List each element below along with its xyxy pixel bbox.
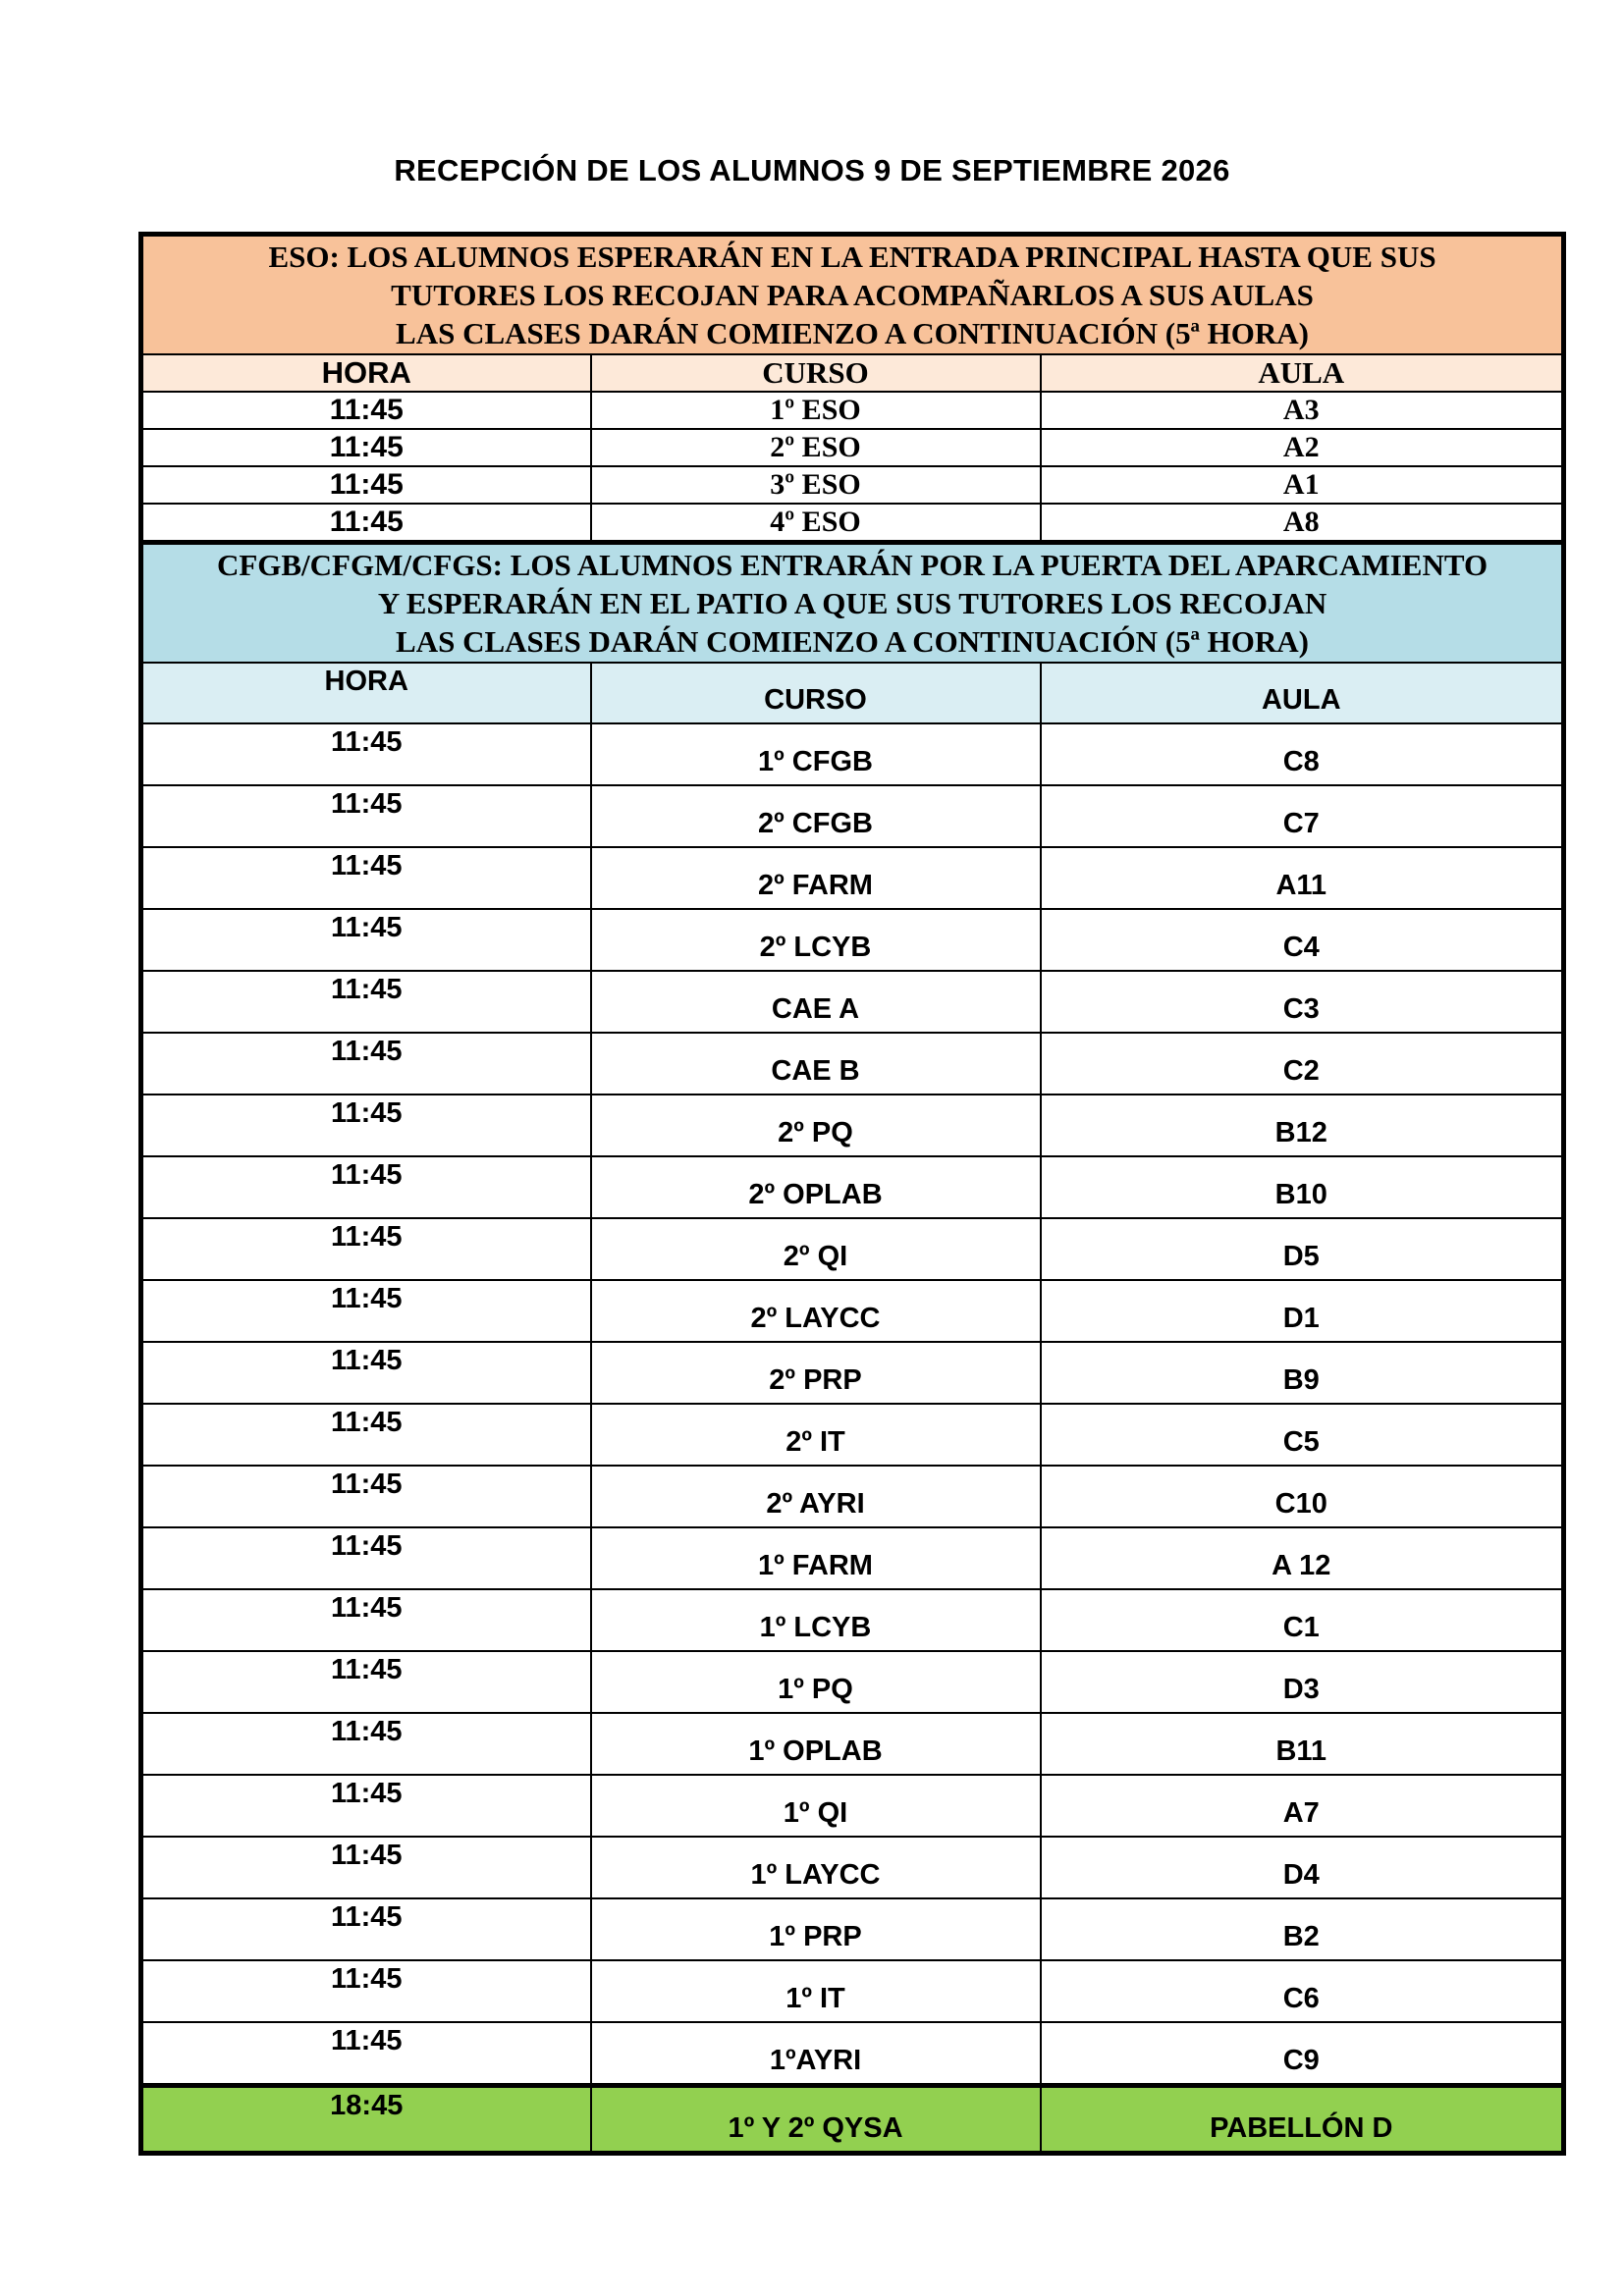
cf-header-aula: AULA [1041, 663, 1564, 723]
cf-aula-cell: D5 [1041, 1218, 1564, 1280]
cf-aula-cell: C2 [1041, 1033, 1564, 1095]
cf-hora-cell: 11:45 [141, 1898, 591, 1960]
cf-row [141, 1589, 1564, 1651]
eso-row [141, 504, 1564, 543]
eso-header-row [141, 354, 1564, 392]
eso-banner-line: ESO: LOS ALUMNOS ESPERARÁN EN LA ENTRADA PRINCIPAL HASTA QUE SUS [268, 240, 1436, 274]
cf-curso-cell: 1º QI [591, 1775, 1041, 1837]
cf-row [141, 785, 1564, 847]
cf-header-row [141, 663, 1564, 723]
eso-aula-cell: A2 [1041, 429, 1564, 466]
cf-aula-cell: A 12 [1041, 1527, 1564, 1589]
page-title: RECEPCIÓN DE LOS ALUMNOS 9 DE SEPTIEMBRE 2026 [394, 153, 1230, 187]
reception-schedule-table [138, 232, 1566, 2156]
cf-hora-cell: 11:45 [141, 1033, 591, 1095]
cf-curso-cell: 1º FARM [591, 1527, 1041, 1589]
cf-aula-cell: B9 [1041, 1342, 1564, 1404]
cf-row [141, 1837, 1564, 1898]
eso-hora-cell: 11:45 [141, 466, 591, 504]
cf-curso-cell: 1º LAYCC [591, 1837, 1041, 1898]
cf-hora-cell: 11:45 [141, 1713, 591, 1775]
cf-curso-cell: 2º LCYB [591, 909, 1041, 971]
cf-curso-cell: 2º AYRI [591, 1466, 1041, 1527]
cf-hora-cell: 11:45 [141, 1218, 591, 1280]
cf-row [141, 1466, 1564, 1527]
cf-final-row [141, 2086, 1564, 2154]
eso-header-aula: AULA [1041, 354, 1564, 392]
cf-curso-cell: 1º CFGB [591, 723, 1041, 785]
eso-aula-cell: A3 [1041, 392, 1564, 429]
cf-aula-cell: B10 [1041, 1156, 1564, 1218]
cf-curso-cell: 1º PRP [591, 1898, 1041, 1960]
cf-row [141, 723, 1564, 785]
cf-row [141, 1713, 1564, 1775]
cf-aula-cell: C5 [1041, 1404, 1564, 1466]
cf-banner-line: LAS CLASES DARÁN COMIENZO A CONTINUACIÓN (5ª HORA) [396, 624, 1309, 659]
cf-aula-cell: B2 [1041, 1898, 1564, 1960]
eso-hora-cell: 11:45 [141, 504, 591, 543]
cf-row [141, 1775, 1564, 1837]
cf-curso-cell: CAE A [591, 971, 1041, 1033]
cf-row [141, 847, 1564, 909]
cf-curso-cell: 2º IT [591, 1404, 1041, 1466]
cf-aula-cell: C4 [1041, 909, 1564, 971]
eso-banner [141, 235, 1564, 355]
cf-row [141, 1651, 1564, 1713]
cf-header-hora: HORA [141, 663, 591, 723]
cf-row [141, 1156, 1564, 1218]
cf-curso-cell: 1ºAYRI [591, 2022, 1041, 2086]
cf-aula-cell: C7 [1041, 785, 1564, 847]
cf-hora-cell: 11:45 [141, 1651, 591, 1713]
eso-banner-row [141, 235, 1564, 355]
cf-hora-cell: 11:45 [141, 1156, 591, 1218]
cf-aula-cell: B12 [1041, 1095, 1564, 1156]
cf-final-aula-cell: PABELLÓN D [1041, 2086, 1564, 2154]
cf-curso-cell: 2º PRP [591, 1342, 1041, 1404]
cf-hora-cell: 11:45 [141, 1404, 591, 1466]
cf-aula-cell: C8 [1041, 723, 1564, 785]
cf-row [141, 1404, 1564, 1466]
cf-curso-cell: 1º OPLAB [591, 1713, 1041, 1775]
cf-hora-cell: 11:45 [141, 1960, 591, 2022]
cf-banner-line: CFGB/CFGM/CFGS: LOS ALUMNOS ENTRARÁN POR LA PUERTA DEL APARCAMIENTO [216, 548, 1489, 582]
cf-hora-cell: 11:45 [141, 847, 591, 909]
eso-header-curso: CURSO [591, 354, 1041, 392]
cf-curso-cell: 2º FARM [591, 847, 1041, 909]
cf-hora-cell: 11:45 [141, 971, 591, 1033]
cf-curso-cell: 2º QI [591, 1218, 1041, 1280]
eso-header-hora: HORA [141, 354, 591, 392]
cf-curso-cell: 2º LAYCC [591, 1280, 1041, 1342]
cf-aula-cell: C1 [1041, 1589, 1564, 1651]
cf-aula-cell: D3 [1041, 1651, 1564, 1713]
cf-hora-cell: 11:45 [141, 2022, 591, 2086]
cf-final-hora-cell: 18:45 [141, 2086, 591, 2154]
cf-curso-cell: 2º PQ [591, 1095, 1041, 1156]
cf-hora-cell: 11:45 [141, 785, 591, 847]
cf-hora-cell: 11:45 [141, 1342, 591, 1404]
cf-row [141, 1033, 1564, 1095]
eso-row [141, 466, 1564, 504]
cf-row [141, 1960, 1564, 2022]
eso-aula-cell: A1 [1041, 466, 1564, 504]
cf-row [141, 1898, 1564, 1960]
cf-aula-cell: C3 [1041, 971, 1564, 1033]
cf-banner [141, 543, 1564, 664]
eso-curso-cell: 1º ESO [591, 392, 1041, 429]
cf-row [141, 2022, 1564, 2086]
cf-row [141, 971, 1564, 1033]
eso-aula-cell: A8 [1041, 504, 1564, 543]
cf-curso-cell: 1º PQ [591, 1651, 1041, 1713]
cf-aula-cell: B11 [1041, 1713, 1564, 1775]
cf-final-curso-cell: 1º Y 2º QYSA [591, 2086, 1041, 2154]
cf-hora-cell: 11:45 [141, 1837, 591, 1898]
cf-hora-cell: 11:45 [141, 1466, 591, 1527]
cf-hora-cell: 11:45 [141, 1527, 591, 1589]
cf-hora-cell: 11:45 [141, 1775, 591, 1837]
cf-aula-cell: D1 [1041, 1280, 1564, 1342]
cf-row [141, 1280, 1564, 1342]
cf-banner-line: Y ESPERARÁN EN EL PATIO A QUE SUS TUTORES LOS RECOJAN [377, 586, 1327, 620]
cf-aula-cell: C10 [1041, 1466, 1564, 1527]
eso-row [141, 429, 1564, 466]
cf-aula-cell: A7 [1041, 1775, 1564, 1837]
eso-hora-cell: 11:45 [141, 392, 591, 429]
cf-row [141, 1095, 1564, 1156]
cf-row [141, 909, 1564, 971]
cf-hora-cell: 11:45 [141, 909, 591, 971]
cf-aula-cell: D4 [1041, 1837, 1564, 1898]
cf-banner-row [141, 543, 1564, 664]
cf-aula-cell: A11 [1041, 847, 1564, 909]
cf-row [141, 1342, 1564, 1404]
eso-curso-cell: 2º ESO [591, 429, 1041, 466]
eso-hora-cell: 11:45 [141, 429, 591, 466]
cf-curso-cell: 1º LCYB [591, 1589, 1041, 1651]
eso-row [141, 392, 1564, 429]
cf-hora-cell: 11:45 [141, 1280, 591, 1342]
cf-curso-cell: 2º OPLAB [591, 1156, 1041, 1218]
cf-row [141, 1527, 1564, 1589]
cf-curso-cell: 1º IT [591, 1960, 1041, 2022]
eso-curso-cell: 3º ESO [591, 466, 1041, 504]
cf-row [141, 1218, 1564, 1280]
cf-curso-cell: CAE B [591, 1033, 1041, 1095]
cf-hora-cell: 11:45 [141, 1095, 591, 1156]
cf-hora-cell: 11:45 [141, 1589, 591, 1651]
eso-curso-cell: 4º ESO [591, 504, 1041, 543]
cf-header-curso: CURSO [591, 663, 1041, 723]
cf-curso-cell: 2º CFGB [591, 785, 1041, 847]
eso-banner-line: TUTORES LOS RECOJAN PARA ACOMPAÑARLOS A SUS AULAS [391, 278, 1314, 312]
cf-hora-cell: 11:45 [141, 723, 591, 785]
cf-aula-cell: C6 [1041, 1960, 1564, 2022]
eso-banner-line: LAS CLASES DARÁN COMIENZO A CONTINUACIÓN (5ª HORA) [396, 316, 1309, 350]
cf-aula-cell: C9 [1041, 2022, 1564, 2086]
